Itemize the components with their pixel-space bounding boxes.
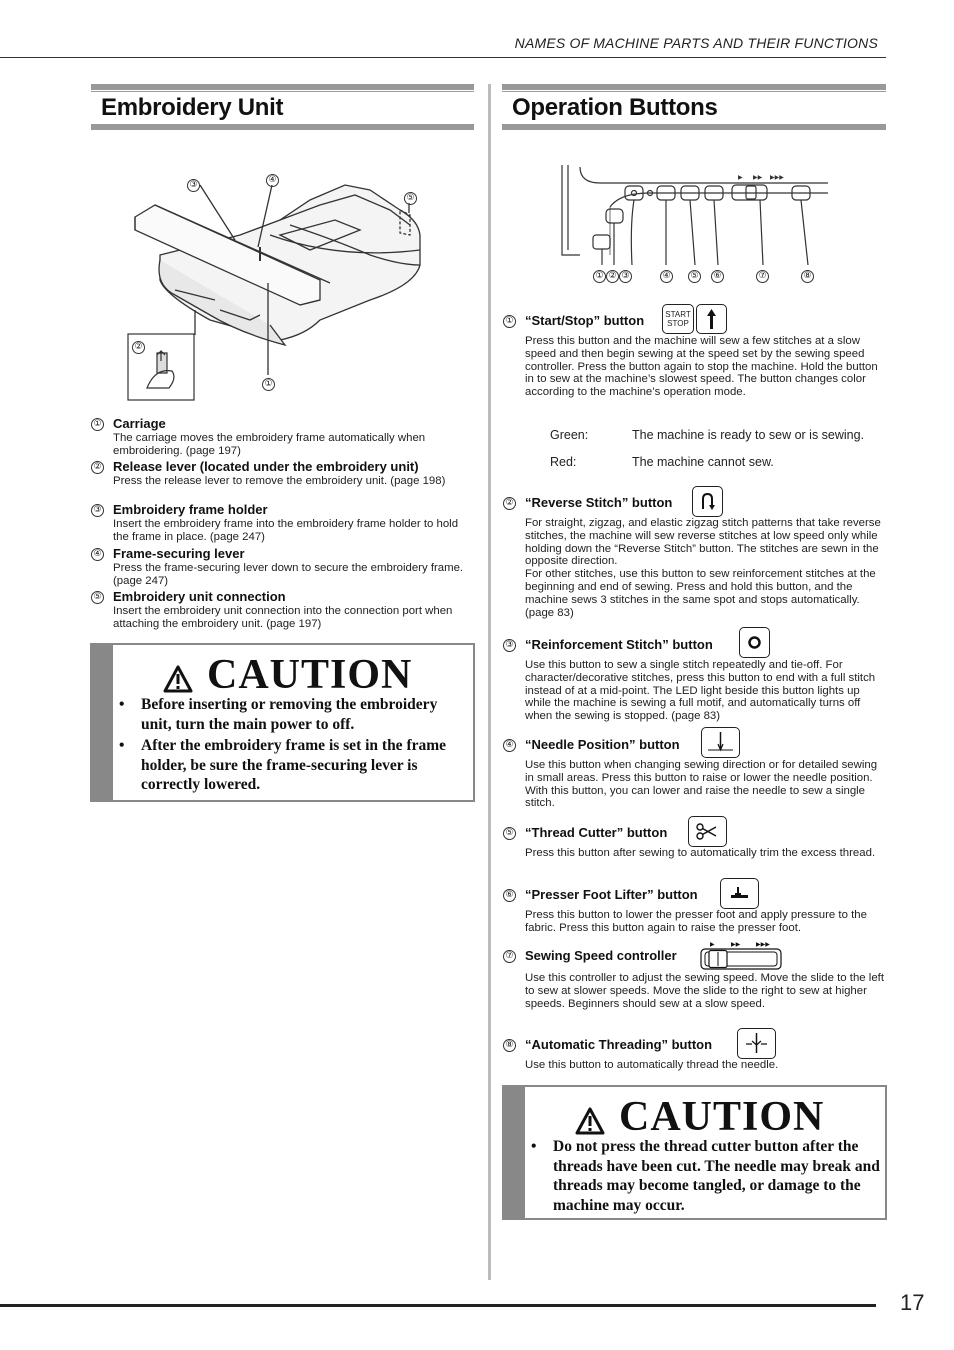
operation-panel-illustration	[560, 165, 832, 265]
caution-list	[525, 1137, 880, 1217]
running-header: NAMES OF MACHINE PARTS AND THEIR FUNCTIONS	[514, 35, 878, 51]
caution-bullet: • Before inserting or removing the embroidery unit, turn the main power to off.	[119, 696, 438, 733]
panel-callout-6: ⑥	[711, 267, 724, 283]
svg-text:▶▶▶: ▶▶▶	[770, 174, 784, 181]
heading-rule	[91, 91, 474, 92]
reinforcement-stitch-icon	[739, 627, 770, 658]
start-stop-button-icon: START STOP	[662, 304, 694, 334]
panel-callout-4: ④	[660, 267, 673, 283]
section-title: Operation Buttons	[512, 94, 718, 121]
reverse-stitch-icon	[692, 486, 723, 517]
caution-bullet: • After the embroidery frame is set in the frame holder, be sure the frame-securing lever is correctly lowered.	[119, 737, 447, 793]
needle-position-icon	[701, 727, 740, 758]
callout-4: ④	[266, 171, 279, 187]
status-meaning-red: The machine cannot sew.	[632, 455, 774, 469]
svg-text:▶▶: ▶▶	[731, 941, 741, 948]
status-color-green: Green:	[550, 428, 589, 442]
section-heading-operation-buttons	[502, 84, 886, 130]
speed-slider-icon	[700, 939, 782, 971]
callout-3: ③	[187, 176, 200, 192]
status-color-red: Red:	[550, 455, 577, 469]
start-arrow-icon	[696, 304, 727, 334]
callout-1: ①	[262, 375, 275, 391]
panel-callout-8: ⑧	[801, 267, 814, 283]
header-rule	[0, 57, 886, 58]
warning-triangle-icon	[163, 665, 193, 693]
needle-threader-icon	[737, 1028, 776, 1059]
column-divider	[488, 84, 491, 1280]
heading-rule	[502, 91, 886, 92]
caution-bullet: • Do not press the thread cutter button after the threads have been cut. The needle may break and threads may become tangled, or damage to the machine may occur.	[531, 1138, 880, 1214]
list-item-speed-controller: ⑦ Sewing Speed controller Use this controller to adjust the sewing speed. Move the slide to the left to sew at slower speeds. Move the slide to the right to sew at higher speeds. Beginners should sew at a slow speed.	[503, 948, 888, 1028]
section-title: Embroidery Unit	[101, 94, 284, 121]
caution-box-thread-cutter	[502, 1085, 887, 1220]
list-item-presser-foot-lifter: ⑥ “Presser Foot Lifter” button Press this button to lower the presser foot and apply pressure to the fabric. Press this button again to raise the presser foot.	[503, 887, 888, 937]
svg-text:▶▶▶: ▶▶▶	[756, 941, 770, 948]
callout-5: ⑤	[404, 189, 417, 205]
caution-title: CAUTION	[619, 1094, 825, 1140]
caution-title: CAUTION	[207, 652, 413, 698]
panel-callout-5: ⑤	[688, 267, 701, 283]
panel-callout-7: ⑦	[756, 267, 769, 283]
caution-list	[113, 695, 468, 797]
footer-rule	[0, 1304, 876, 1307]
section-heading-embroidery-unit	[91, 84, 474, 130]
list-item-reinforcement-stitch: ③ “Reinforcement Stitch” button Use this button to sew a single stitch repeatedly and tie-off. For character/decorative stitches, press this button to end with a full stitch instead of at a mid-point. The LED light beside this button lights up while the machine is sewing a full motif, and automatically turns off when the sewing is stopped. (page 83)	[503, 637, 888, 727]
status-meaning-green: The machine is ready to sew or is sewing.	[632, 428, 865, 442]
caution-box-embroidery	[90, 643, 475, 802]
svg-text:▶: ▶	[710, 941, 715, 948]
svg-text:▶▶: ▶▶	[753, 174, 763, 181]
presser-foot-icon	[720, 878, 759, 909]
warning-triangle-icon	[575, 1107, 605, 1135]
callout-2: ②	[132, 338, 145, 354]
panel-callouts-1-3: ① ② ③	[593, 267, 632, 283]
svg-text:▶: ▶	[738, 174, 743, 181]
list-item-reverse-stitch: ② “Reverse Stitch” button For straight, zigzag, and elastic zigzag stitch patterns that take reverse stitches, the machine will sew reverse stitches at low speed only while holding down the “Reverse Stitch” button. The stitches are sewn in the opposite direction. For other stitches, use this button to sew reinforcement stitches at the beginning and end of sewing. Press and hold this button, and the machine sews 3 stitches in the same spot and stops automatically. (page 83)	[503, 495, 888, 620]
page-number: 17	[900, 1290, 925, 1315]
list-item-thread-cutter: ⑤ “Thread Cutter” button Press this button after sewing to automatically trim the excess thread.	[503, 825, 888, 875]
list-item-needle-position: ④ “Needle Position” button Use this button when changing sewing direction or for detailed sewing in small areas. Press this button to raise or lower the needle position. With this button, you can lower and raise the needle to sew a single stitch.	[503, 737, 888, 812]
list-item-automatic-threading: ⑧ “Automatic Threading” button Use this button to automatically thread the needle.	[503, 1037, 888, 1077]
list-item-start-stop: ① “Start/Stop” button Press this button and the machine will sew a few stitches at a slow speed and then begin sewing at the speed set by the sewing speed controller. Press the button again to stop the machine. Hold the button in to sew at the machine’s slowest speed. The button changes color according to the machine’s operation mode.	[503, 313, 888, 413]
scissors-icon	[688, 816, 727, 847]
